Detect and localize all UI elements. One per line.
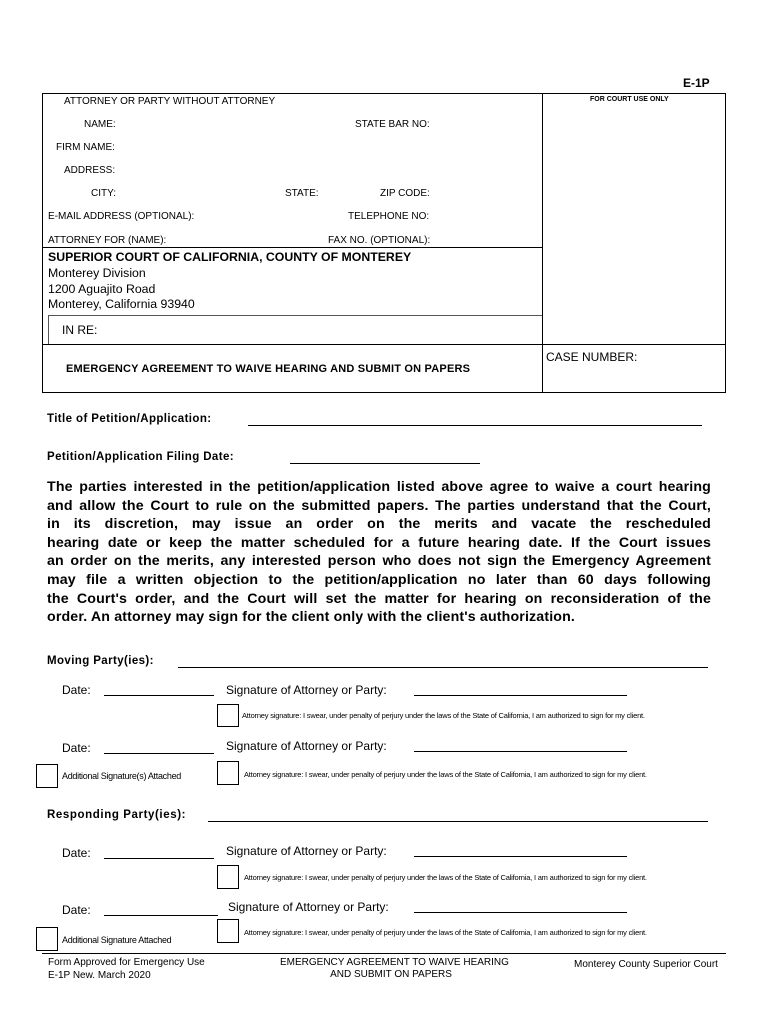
moving-attest-checkbox-2[interactable] [217, 761, 239, 785]
filing-date-label: Petition/Application Filing Date: [47, 451, 234, 463]
responding-attest-text-1: Attorney signature: I swear, under penalty of perjury under the laws of the State of California, I am authorized to sign for my client. [244, 873, 647, 882]
header-top-rule [42, 93, 726, 94]
telephone-field[interactable]: TELEPHONE NO: [348, 211, 430, 222]
court-name: SUPERIOR COURT OF CALIFORNIA, COUNTY OF MONTEREY [48, 250, 412, 264]
header-right-rule [725, 93, 726, 393]
title-top-rule [42, 344, 726, 345]
court-top-rule [42, 247, 543, 248]
responding-signature-input-1[interactable] [414, 856, 627, 857]
header-divider [542, 93, 543, 393]
responding-signature-input-2[interactable] [414, 912, 627, 913]
paragraph-line: The parties interested in the petition/application listed above agree to waive a court hearing [47, 479, 711, 495]
moving-date-label: Date: [62, 683, 91, 697]
firm-name-field[interactable]: FIRM NAME: [56, 142, 115, 153]
footer-approved: Form Approved for Emergency Use [48, 957, 205, 968]
state-bar-field[interactable]: STATE BAR NO: [355, 119, 430, 130]
moving-attest-text-2: Attorney signature: I swear, under penalty of perjury under the laws of the State of California, I am authorized to sign for my client. [244, 770, 647, 779]
responding-date-label-2: Date: [62, 903, 91, 917]
title-petition-label: Title of Petition/Application: [47, 413, 212, 425]
moving-date-input-2[interactable] [104, 753, 214, 754]
responding-party-input[interactable] [208, 821, 708, 822]
footer-title-2: AND SUBMIT ON PAPERS [330, 969, 452, 980]
moving-attest-checkbox-1[interactable] [217, 704, 239, 727]
form-id: E-1P [683, 76, 710, 90]
email-field[interactable]: E-MAIL ADDRESS (OPTIONAL): [48, 211, 195, 222]
paragraph-line: the Court's order, and the Court will set the matter for hearing on reconsideration of the [47, 590, 711, 607]
paragraph-line: an order on the merits, any interested person who does not sign the Emergency Agreement [47, 553, 711, 570]
moving-attest-text-1: Attorney signature: I swear, under penalty of perjury under the laws of the State of California, I am authorized to sign for my client. [242, 711, 645, 720]
title-petition-input[interactable] [248, 425, 702, 426]
address-field[interactable]: ADDRESS: [64, 165, 116, 176]
moving-additional-label: Additional Signature(s) Attached [62, 771, 181, 781]
responding-signature-label: Signature of Attorney or Party: [226, 844, 387, 858]
paragraph-line: order. An attorney may sign for the client only with the client's authorization. [47, 609, 576, 626]
fax-field[interactable]: FAX NO. (OPTIONAL): [328, 235, 431, 246]
state-field[interactable]: STATE: [285, 188, 319, 199]
paragraph-line: and allow the Court to rule on the submitted papers. The parties understand that the Court, [47, 497, 711, 514]
responding-additional-checkbox[interactable] [36, 927, 58, 951]
moving-signature-input-2[interactable] [414, 751, 627, 752]
in-re-left-rule [48, 315, 49, 344]
attorney-label: ATTORNEY OR PARTY WITHOUT ATTORNEY [64, 96, 276, 107]
attorney-for-field[interactable]: ATTORNEY FOR (NAME): [48, 235, 167, 246]
city-field[interactable]: CITY: [91, 188, 117, 199]
paragraph-line: may file a written objection to the petition/application no later than 60 days following [47, 571, 711, 588]
responding-party-label: Responding Party(ies): [47, 809, 187, 821]
footer-title-1: EMERGENCY AGREEMENT TO WAIVE HEARING [280, 957, 509, 968]
responding-signature-label-2: Signature of Attorney or Party: [228, 900, 389, 914]
moving-party-input[interactable] [178, 667, 708, 668]
header-left-rule [42, 93, 43, 393]
name-field[interactable]: NAME: [84, 119, 116, 130]
moving-date-label-2: Date: [62, 741, 91, 755]
agreement-paragraph [47, 478, 711, 627]
court-street: 1200 Aguajito Road [48, 282, 156, 296]
form-title: EMERGENCY AGREEMENT TO WAIVE HEARING AND SUBMIT ON PAPERS [66, 363, 471, 375]
responding-attest-checkbox-2[interactable] [217, 919, 239, 943]
footer-revision: E-1P New. March 2020 [48, 970, 151, 981]
zip-field[interactable]: ZIP CODE: [380, 188, 430, 199]
responding-date-input-2[interactable] [104, 915, 218, 916]
header-bottom-rule [42, 392, 726, 393]
paragraph-line: in its discretion, may issue an order on the merits and vacate the rescheduled [47, 516, 711, 533]
case-number-field[interactable]: CASE NUMBER: [546, 350, 638, 364]
footer-court: Monterey County Superior Court [574, 959, 718, 970]
moving-date-input-1[interactable] [104, 695, 214, 696]
in-re-top-rule [48, 315, 542, 316]
moving-party-label: Moving Party(ies): [47, 655, 154, 667]
paragraph-line: hearing date or keep the matter scheduled for a future hearing date. If the Court issues [47, 534, 711, 551]
court-city: Monterey, California 93940 [48, 297, 195, 311]
responding-date-label: Date: [62, 846, 91, 860]
responding-date-input-1[interactable] [104, 858, 214, 859]
moving-signature-label: Signature of Attorney or Party: [226, 683, 387, 697]
court-use-label: FOR COURT USE ONLY [590, 96, 669, 103]
moving-signature-label-2: Signature of Attorney or Party: [226, 739, 387, 753]
responding-attest-checkbox-1[interactable] [217, 865, 239, 889]
court-division: Monterey Division [48, 266, 146, 280]
filing-date-input[interactable] [290, 463, 480, 464]
moving-additional-checkbox[interactable] [36, 764, 58, 788]
in-re-label[interactable]: IN RE: [62, 323, 98, 337]
responding-additional-label: Additional Signature Attached [62, 935, 172, 945]
responding-attest-text-2: Attorney signature: I swear, under penalty of perjury under the laws of the State of California, I am authorized to sign for my client. [244, 928, 647, 937]
moving-signature-input-1[interactable] [414, 695, 627, 696]
footer-rule [42, 953, 726, 954]
